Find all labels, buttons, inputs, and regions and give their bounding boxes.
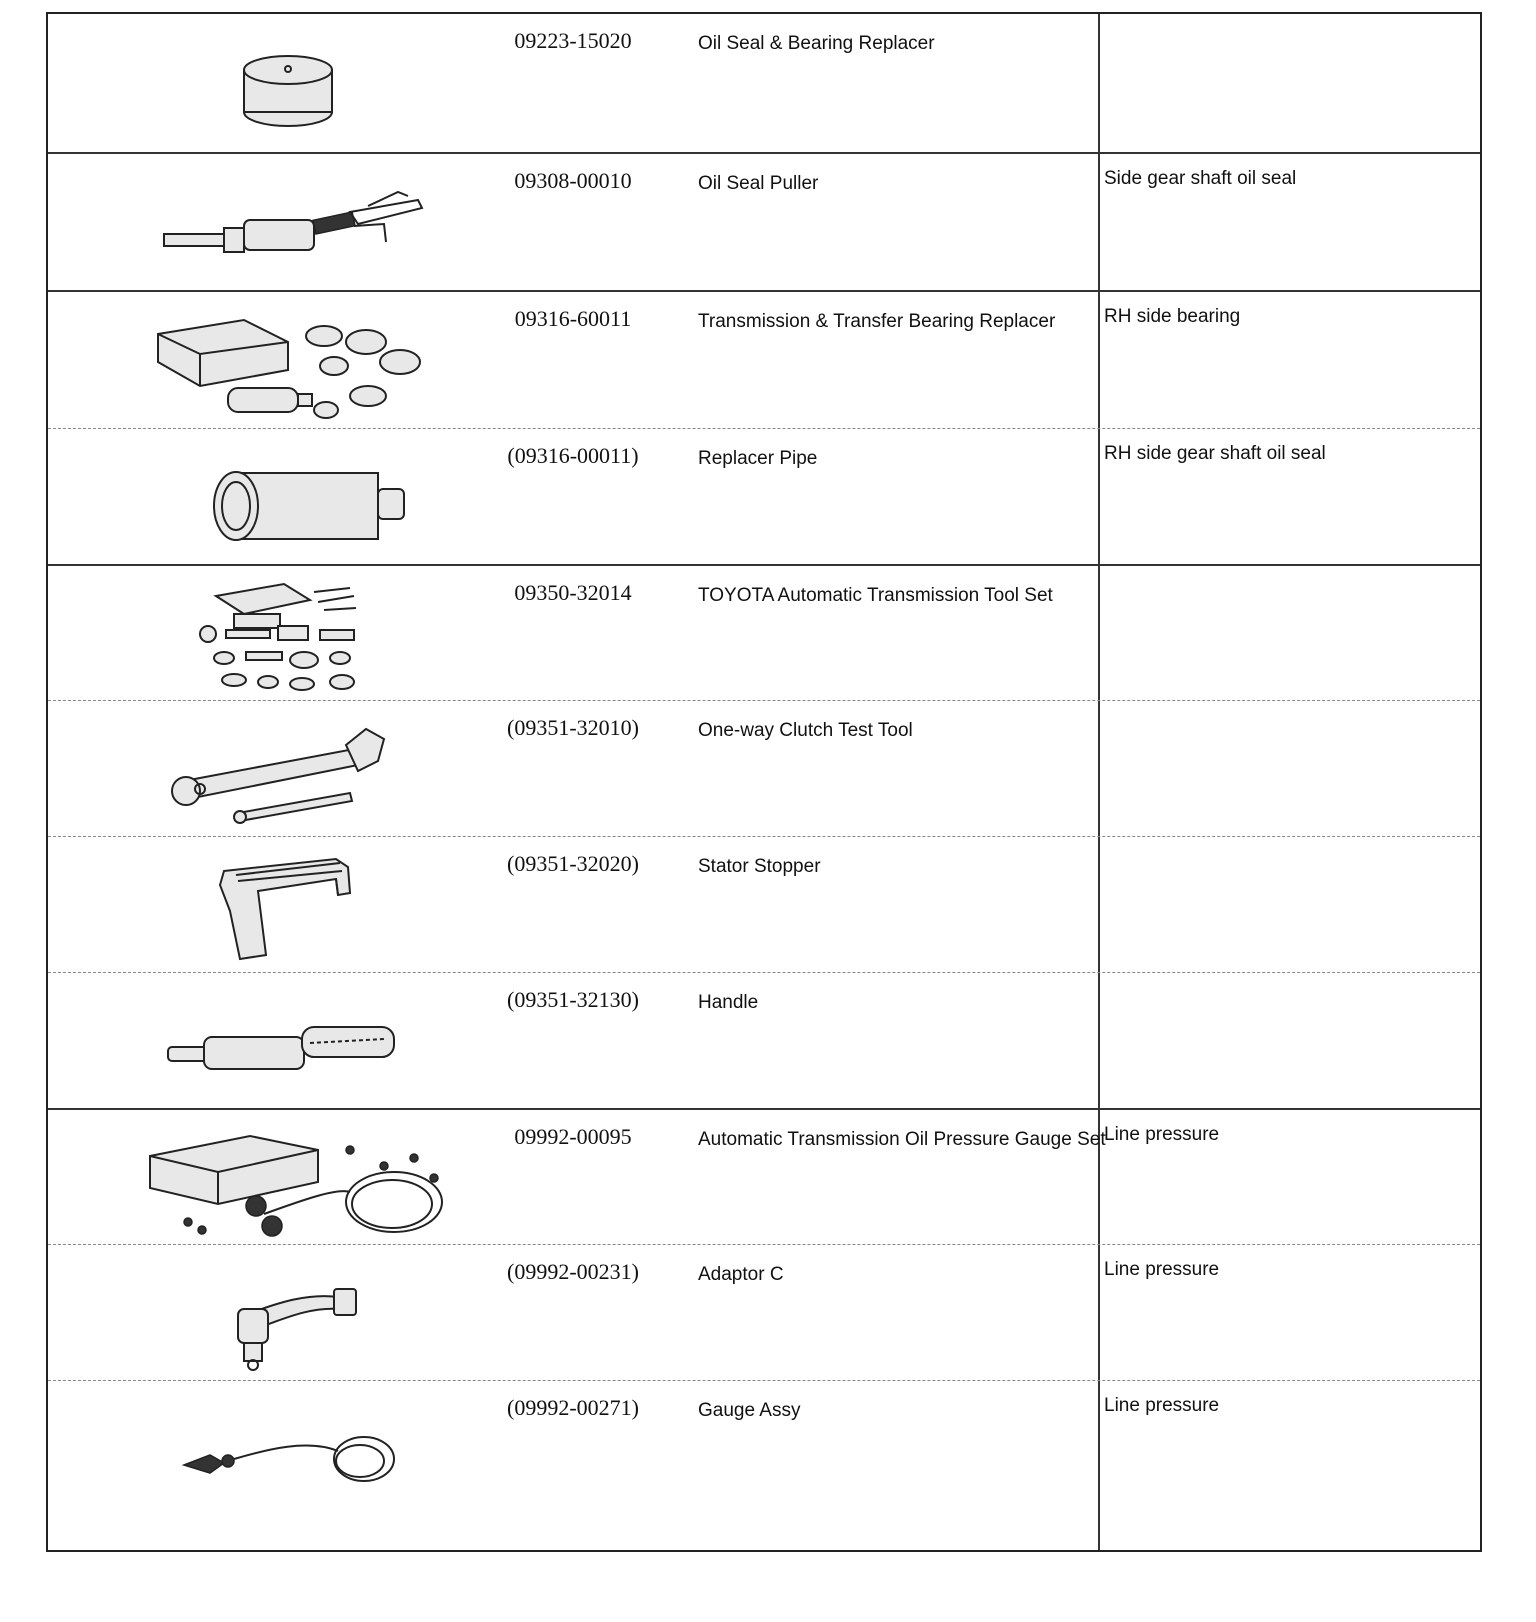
tool-row [48,428,1480,569]
one-way-clutch-test-tool-icon [88,709,468,833]
bearing-replacer-kit-icon [88,300,468,424]
tool-note: RH side bearing [1104,306,1241,327]
part-number: 09316-60011 [514,306,632,331]
part-number: 09308-00010 [514,168,632,193]
tool-row [48,14,1480,154]
tool-name: Gauge Assy [698,1400,801,1421]
tool-note: Line pressure [1104,1124,1220,1145]
tool-note: RH side gear shaft oil seal [1104,443,1326,464]
automatic-transmission-tool-set-icon [88,574,468,698]
part-number: 09223-15020 [514,28,632,53]
tool-name: Replacer Pipe [698,448,818,469]
tool-note: Line pressure [1104,1259,1220,1280]
tool-row [48,1108,1480,1250]
handle-icon [88,981,468,1105]
tool-row [48,564,1480,706]
replacer-pipe-icon [88,437,468,561]
oil-seal-bearing-replacer-icon [88,22,468,146]
adaptor-c-icon [88,1253,468,1377]
part-number: 09350-32014 [514,580,632,605]
part-number: (09316-00011) [507,443,639,468]
part-number: (09351-32130) [507,987,639,1012]
tool-name: Handle [698,992,759,1013]
part-number: (09992-00231) [507,1259,639,1284]
tool-name: One-way Clutch Test Tool [698,720,913,741]
tool-name: Oil Seal & Bearing Replacer [698,33,935,54]
part-number: (09351-32020) [507,851,639,876]
special-service-tools-table [46,12,1482,1552]
part-number: 09992-00095 [514,1124,632,1149]
tool-row [48,700,1480,841]
stator-stopper-icon [88,845,468,969]
tool-row [48,972,1480,1113]
tool-row [48,1244,1480,1385]
tool-row [48,836,1480,977]
tool-note: Line pressure [1104,1395,1220,1416]
part-number: (09351-32010) [507,715,639,740]
tool-name: TOYOTA Automatic Transmission Tool Set [698,585,1053,606]
tool-name: Automatic Transmission Oil Pressure Gauge Set [698,1129,1106,1150]
tool-row [48,152,1480,294]
part-number: (09992-00271) [507,1395,639,1420]
tool-name: Stator Stopper [698,856,821,877]
oil-seal-puller-icon [88,162,468,286]
tool-row [48,1380,1480,1521]
tool-name: Oil Seal Puller [698,173,819,194]
tool-row [48,290,1480,432]
tool-note: Side gear shaft oil seal [1104,168,1297,189]
tool-name: Transmission & Transfer Bearing Replacer [698,311,1056,332]
oil-pressure-gauge-set-icon [88,1118,468,1242]
tool-name: Adaptor C [698,1264,784,1285]
gauge-assy-icon [88,1389,468,1513]
